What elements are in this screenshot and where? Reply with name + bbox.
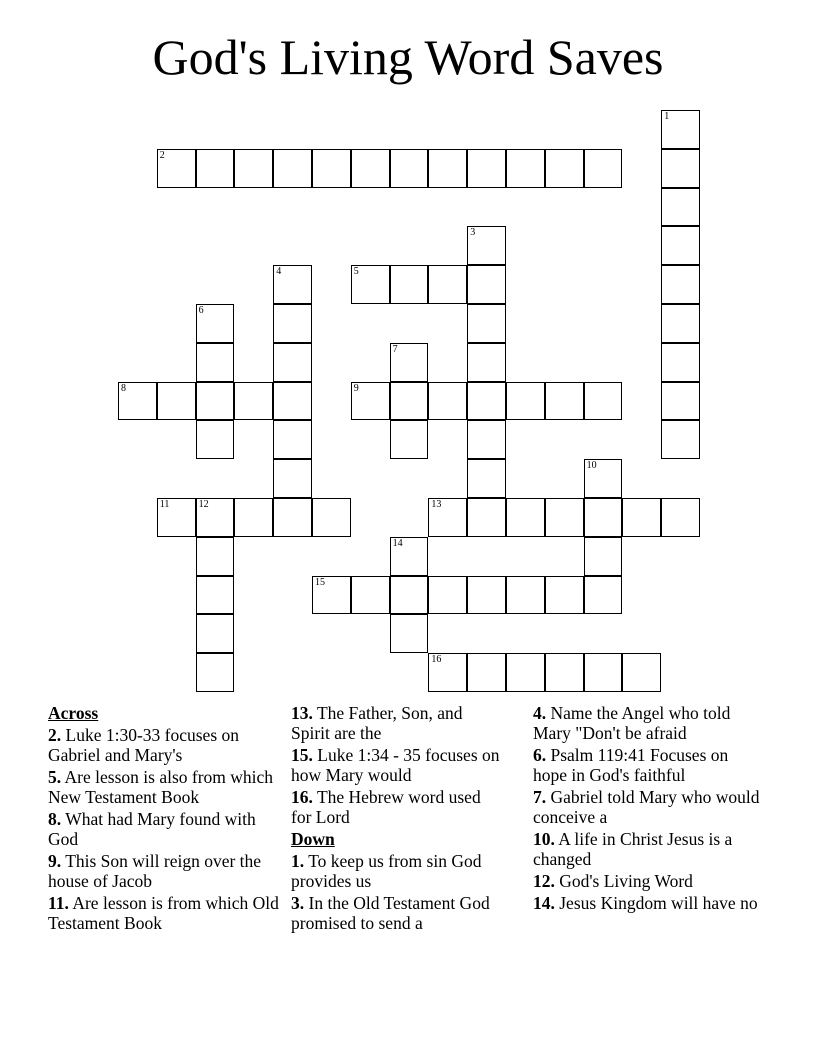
clue-item [533,829,763,869]
clue-item-text: The Father, Son, and Spirit are the [291,703,463,743]
grid-cell[interactable] [351,576,390,615]
down-heading: Down [291,829,335,849]
clue-item-number: 14. [533,893,555,913]
clue-number: 1 [664,111,670,122]
grid-cell[interactable] [467,498,506,537]
grid-cell[interactable] [273,304,312,343]
clue-item-number: 16. [291,787,313,807]
grid-cell[interactable] [467,149,506,188]
down-clue-list-continued [533,703,763,913]
clue-item-text: Luke 1:30-33 focuses on Gabriel and Mary's [48,725,240,765]
grid-cell[interactable] [273,498,312,537]
grid-cell[interactable] [273,265,312,304]
grid-cell[interactable] [506,576,545,615]
grid-cell[interactable] [467,576,506,615]
across-heading: Across [48,703,99,723]
grid-cell[interactable] [196,304,235,343]
clue-item [48,767,280,807]
grid-cell[interactable] [390,149,429,188]
clue-number: 8 [121,382,126,394]
grid-cell[interactable] [506,149,545,188]
grid-cell[interactable] [312,498,351,537]
grid-cell[interactable] [273,420,312,459]
grid-cell[interactable] [584,537,623,576]
puzzle-title: God's Living Word Saves [152,29,664,85]
grid-cell[interactable] [196,653,235,692]
grid-cell[interactable] [196,498,235,537]
grid-cell[interactable] [196,343,235,382]
clue-number: 2 [159,149,165,161]
clue-item [533,787,763,827]
grid-cell[interactable] [273,149,312,188]
clue-item [48,725,280,765]
grid-cell[interactable] [351,149,390,188]
clue-item-text: A life in Christ Jesus is a changed [533,829,733,869]
grid-cell[interactable] [118,382,157,421]
grid-cell[interactable] [196,576,235,615]
grid-cell[interactable] [234,498,273,537]
clue-item [48,851,280,891]
grid-cell[interactable] [351,382,390,421]
clue-item-text: Are lesson is also from which New Testament Book [48,767,274,807]
clue-number: 15 [315,576,325,588]
grid-cell[interactable] [622,498,661,537]
grid-cell[interactable] [312,576,351,615]
grid-cell[interactable] [428,653,467,692]
grid-cell[interactable] [661,265,700,304]
clue-number: 9 [353,382,359,394]
clue-item-number: 8. [48,809,62,829]
grid-cell[interactable] [428,265,467,304]
grid-cell[interactable] [390,420,429,459]
clue-item-text: Are lesson is from which Old Testament Book [48,893,279,933]
grid-cell[interactable] [661,226,700,265]
clue-number: 5 [353,266,359,278]
clue-item-text: In the Old Testament God promised to send a [291,893,490,933]
clue-item-number: 4. [533,703,547,723]
grid-cell[interactable] [390,343,429,382]
grid-cell[interactable] [390,265,429,304]
grid-cell[interactable] [545,498,584,537]
clue-item-text: Gabriel told Mary who would conceive a [533,787,760,827]
grid-cell[interactable] [157,498,196,537]
grid-cell[interactable] [428,498,467,537]
clue-item [48,809,280,849]
clue-number: 4 [276,266,282,278]
grid-cell[interactable] [584,498,623,537]
grid-cell[interactable] [622,653,661,692]
grid-cell[interactable] [157,149,196,188]
grid-cell[interactable] [661,343,700,382]
grid-cell[interactable] [428,149,467,188]
grid-cell[interactable] [196,149,235,188]
grid-cell[interactable] [196,614,235,653]
grid-cell[interactable] [467,382,506,421]
grid-cell[interactable] [234,382,273,421]
clue-item-number: 6. [533,745,547,765]
grid-cell[interactable] [545,382,584,421]
grid-cell[interactable] [545,576,584,615]
grid-cell[interactable] [661,420,700,459]
grid-cell[interactable] [312,149,351,188]
clue-item-number: 3. [291,893,305,913]
across-clue-list [48,725,280,933]
down-clue-list [291,851,501,933]
clue-item-text: What had Mary found with God [48,809,256,849]
clue-number: 14 [392,537,403,549]
clue-item [533,893,763,913]
grid-cell[interactable] [390,614,429,653]
clue-item-number: 15. [291,745,313,765]
grid-cell[interactable] [196,537,235,576]
clue-item-text: Luke 1:34 - 35 focuses on how Mary would [291,745,500,785]
grid-cell[interactable] [390,537,429,576]
grid-cell[interactable] [273,382,312,421]
clue-number: 6 [198,305,204,316]
clue-item-number: 1. [291,851,305,871]
grid-cell[interactable] [661,304,700,343]
grid-cell[interactable] [467,265,506,304]
across-clue-list-continued [291,703,501,827]
grid-cell[interactable] [584,459,623,498]
grid-cell[interactable] [467,226,506,265]
clue-number: 3 [470,227,476,239]
clue-item-text: Name the Angel who told Mary "Don't be afraid [533,703,731,743]
grid-cell[interactable] [428,576,467,615]
grid-cell[interactable] [467,420,506,459]
clue-number: 13 [431,499,442,510]
clue-item [533,871,763,891]
grid-cell[interactable] [661,498,700,537]
grid-cell[interactable] [273,459,312,498]
clue-item-text: Psalm 119:41 Focuses on hope in God's faithful [533,745,729,785]
grid-cell[interactable] [506,498,545,537]
grid-cell[interactable] [351,265,390,304]
clue-number: 10 [586,460,597,472]
grid-cell[interactable] [584,653,623,692]
grid-cell[interactable] [234,149,273,188]
clue-item-number: 2. [48,725,62,745]
clue-number: 16 [431,654,442,666]
grid-cell[interactable] [661,149,700,188]
grid-cell[interactable] [390,382,429,421]
clue-item-text: This Son will reign over the house of Jacob [48,851,262,891]
grid-cell[interactable] [506,653,545,692]
grid-cell[interactable] [545,149,584,188]
grid-cell[interactable] [661,382,700,421]
grid-cell[interactable] [545,653,584,692]
grid-cell[interactable] [584,149,623,188]
clue-item [533,703,763,743]
grid-cell[interactable] [661,188,700,227]
clue-item [291,851,501,891]
clue-item-text: The Hebrew word used for Lord [291,787,481,827]
clue-item-number: 13. [291,703,313,723]
grid-cell[interactable] [196,420,235,459]
clue-column-3 [533,703,763,915]
grid-cell[interactable] [584,382,623,421]
clue-item [291,745,501,785]
clue-item-number: 12. [533,871,555,891]
grid-cell[interactable] [584,576,623,615]
clue-item [291,893,501,933]
grid-cell[interactable] [467,459,506,498]
grid-cell[interactable] [467,653,506,692]
clue-item-number: 9. [48,851,62,871]
clue-item-number: 7. [533,787,547,807]
clue-item-number: 5. [48,767,62,787]
grid-cell[interactable] [390,576,429,615]
clue-item [533,745,763,785]
clue-column-2 [291,703,501,935]
clue-column-1 [48,703,280,935]
grid-cell[interactable] [428,382,467,421]
clue-number: 7 [392,343,398,355]
clue-item-text: God's Living Word [559,871,693,891]
clue-item [291,787,501,827]
grid-cell[interactable] [157,382,196,421]
grid-cell[interactable] [661,110,700,149]
grid-cell[interactable] [506,382,545,421]
grid-cell[interactable] [273,343,312,382]
clue-item [291,703,501,743]
clue-item-text: Jesus Kingdom will have no [559,893,758,913]
grid-cell[interactable] [196,382,235,421]
clue-number: 12 [198,499,209,510]
clue-item-number: 11. [48,893,69,913]
grid-cell[interactable] [467,304,506,343]
clue-number: 11 [159,499,170,510]
clue-item-number: 10. [533,829,555,849]
clue-item [48,893,280,933]
clue-item-text: To keep us from sin God provides us [291,851,482,891]
grid-cell[interactable] [467,343,506,382]
